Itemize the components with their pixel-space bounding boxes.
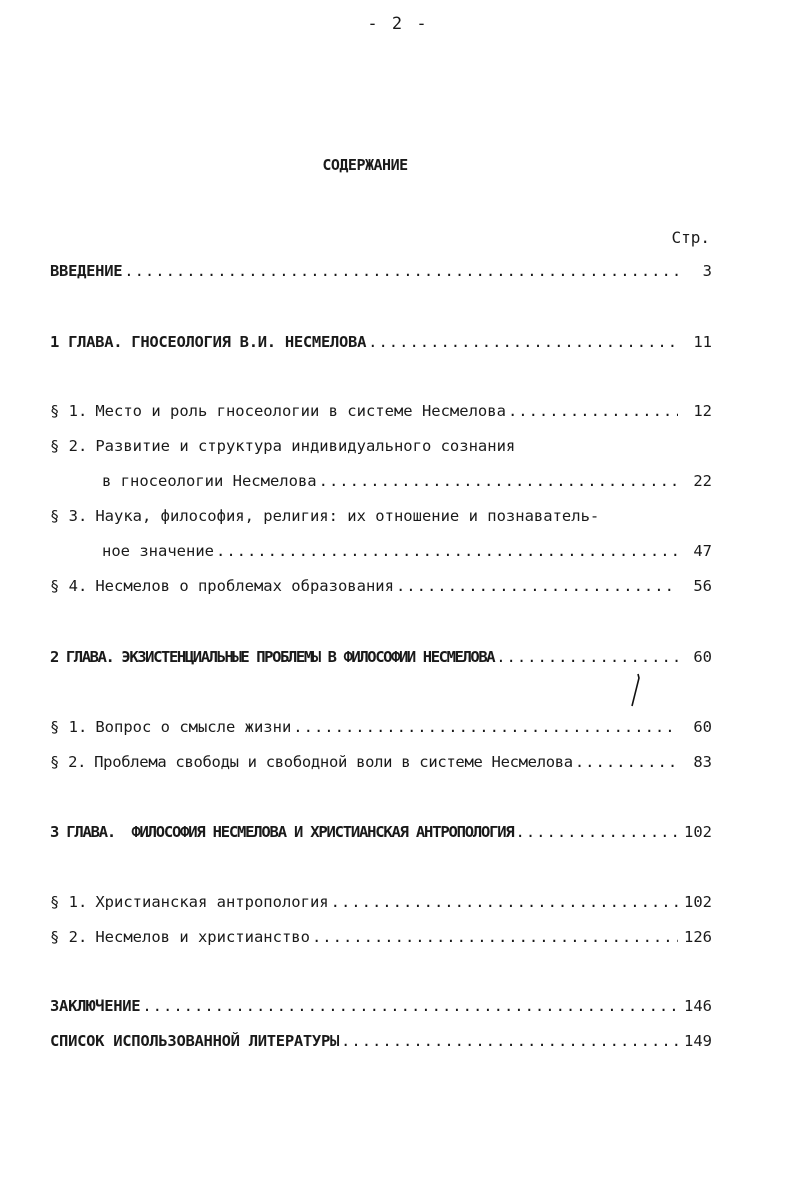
toc-entry-ch2-section-1: [50, 718, 712, 740]
toc-entry-ch1-section-3-line1: [50, 507, 712, 529]
toc-label: ЗАКЛЮЧЕНИЕ: [50, 997, 141, 1015]
toc-page: 22: [693, 472, 712, 490]
leader-dots: [341, 1032, 678, 1050]
leader-dots: [319, 472, 678, 490]
toc-page: 12: [693, 402, 712, 420]
section-number: § 1.: [50, 718, 88, 736]
toc-entry-ch3-section-2: [50, 928, 712, 950]
section-number: § 1.: [50, 893, 88, 911]
toc-page: 149: [684, 1032, 712, 1050]
leader-dots: [516, 823, 678, 841]
handwritten-mark: [628, 672, 642, 708]
section-title: Христианская антропология: [95, 893, 329, 911]
leader-dots: [331, 893, 678, 911]
toc-entry-ch1-section-1: [50, 402, 712, 424]
section-number: § 2.: [50, 928, 88, 946]
toc-label: [50, 577, 394, 595]
leader-dots: [293, 718, 678, 736]
toc-label: [50, 718, 291, 736]
toc-entry-ch1-section-2-line1: [50, 437, 712, 459]
leader-dots: [508, 402, 678, 420]
section-number: § 1.: [50, 402, 88, 420]
toc-entry-ch1-section-4: [50, 577, 712, 599]
toc-page: 47: [693, 542, 712, 560]
section-title: Несмелов и христианство: [95, 928, 310, 946]
toc-page: 126: [684, 928, 712, 946]
leader-dots: [575, 753, 678, 771]
toc-entry-intro: [50, 262, 712, 284]
toc-label: 3 ГЛАВА. ФИЛОСОФИЯ НЕСМЕЛОВА И ХРИСТИАНСКАЯ АНТРОПОЛОГИЯ: [50, 823, 514, 841]
leader-dots: [496, 648, 678, 666]
toc-entry-bibliography: [50, 1032, 712, 1054]
toc-entry-ch2-section-2: [50, 753, 712, 775]
toc-label: [50, 402, 506, 420]
toc-entry-conclusion: [50, 997, 712, 1019]
toc-entry-ch1-section-3-line2: [102, 542, 712, 564]
toc-entry-chapter-3: [50, 823, 712, 845]
section-title: Наука, философия, религия: их отношение и познаватель-: [95, 507, 600, 525]
toc-page: 60: [693, 648, 712, 666]
toc-label: [50, 928, 310, 946]
leader-dots: [124, 262, 678, 280]
page-number: - 2 -: [367, 14, 429, 34]
toc-label: ВВЕДЕНИЕ: [50, 262, 123, 280]
toc-entry-ch3-section-1: [50, 893, 712, 915]
toc-label: СПИСОК ИСПОЛЬЗОВАННОЙ ЛИТЕРАТУРЫ: [50, 1032, 340, 1050]
toc-page: 102: [684, 893, 712, 911]
section-number: § 2.: [50, 753, 87, 771]
page-title: СОДЕРЖАНИЕ: [322, 156, 408, 174]
toc-page: 146: [684, 997, 712, 1015]
section-number: § 4.: [50, 577, 88, 595]
toc-entry-chapter-2: [50, 648, 712, 670]
toc-page: 102: [684, 823, 712, 841]
toc-entry-ch1-section-2-line2: [102, 472, 712, 494]
toc-page: 83: [693, 753, 712, 771]
leader-dots: [368, 333, 678, 351]
section-title: Развитие и структура индивидуального сознания: [95, 437, 516, 455]
pages-column-header: Стр.: [671, 228, 710, 247]
leader-dots: [396, 577, 678, 595]
leader-dots: [312, 928, 678, 946]
section-title: Несмелов о проблемах образования: [95, 577, 394, 595]
toc-label: 1 ГЛАВА. ГНОСЕОЛОГИЯ В.И. НЕСМЕЛОВА: [50, 333, 367, 351]
toc-label: [50, 893, 329, 911]
toc-page: 3: [702, 262, 712, 280]
section-title: Место и роль гносеологии в системе Несмелова: [95, 402, 506, 420]
section-title-continued: в гносеологии Несмелова: [102, 472, 317, 490]
toc-label: [50, 753, 573, 771]
toc-page: 56: [693, 577, 712, 595]
leader-dots: [142, 997, 678, 1015]
section-number: § 3.: [50, 507, 88, 525]
toc-entry-chapter-1: [50, 333, 712, 355]
section-title: Проблема свободы и свободной воли в системе Несмелова: [94, 753, 573, 771]
toc-page: 11: [693, 333, 712, 351]
section-title: Вопрос о смысле жизни: [95, 718, 292, 736]
toc-page: 60: [693, 718, 712, 736]
leader-dots: [216, 542, 678, 560]
toc-label: 2 ГЛАВА. ЭКЗИСТЕНЦИАЛЬНЫЕ ПРОБЛЕМЫ В ФИЛОСОФИИ НЕСМЕЛОВА: [50, 648, 495, 666]
section-number: § 2.: [50, 437, 88, 455]
section-title-continued: ное значение: [102, 542, 214, 560]
